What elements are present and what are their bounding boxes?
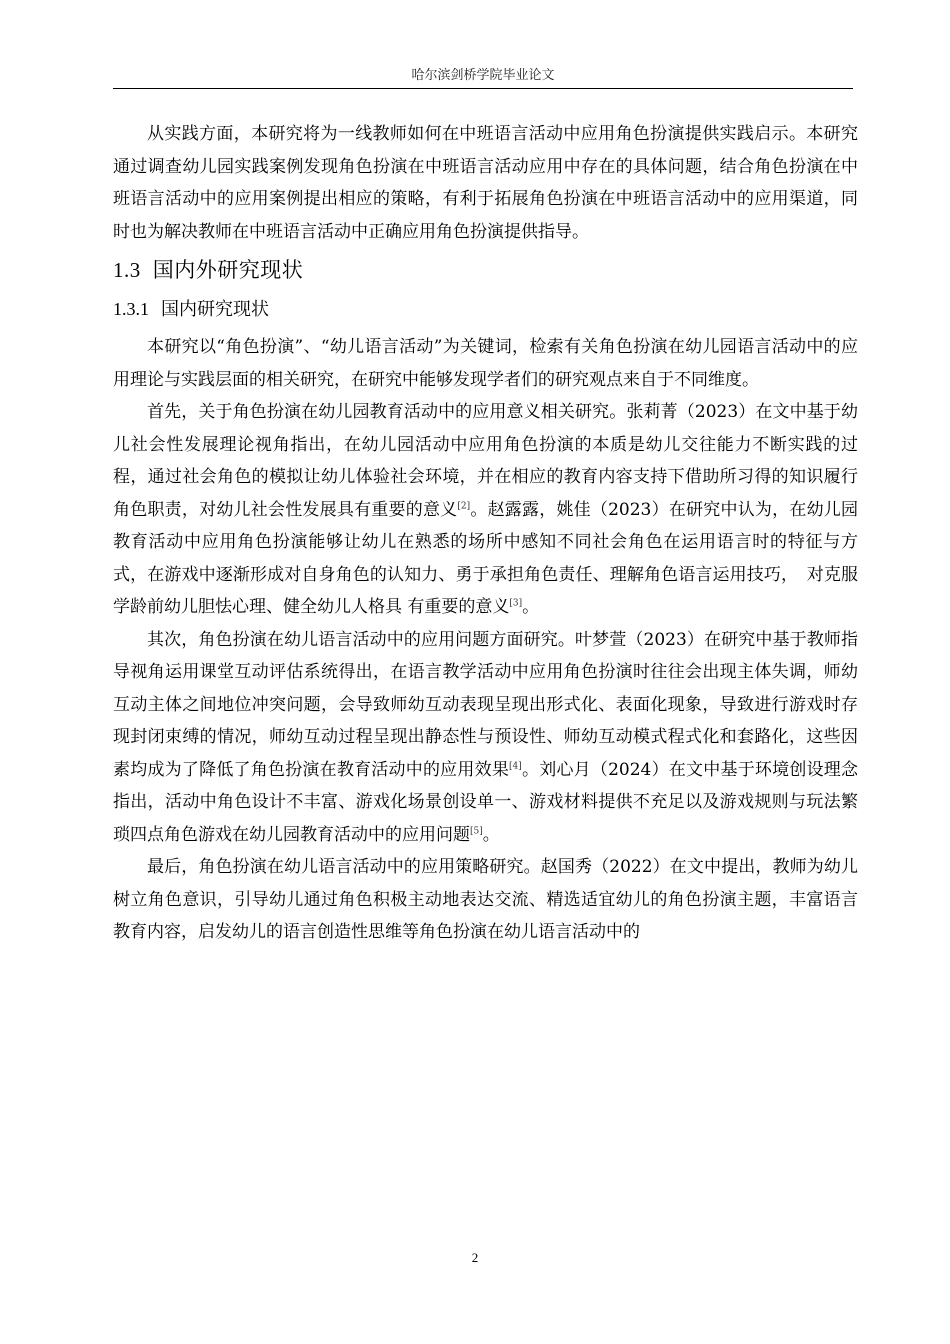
page-number: 2 [471, 1250, 479, 1265]
paragraph-text: 。 [482, 824, 500, 845]
paragraph-text: 本研究以“角色扮演”、“幼儿语言活动”为关键词，检索有关角色扮演在幼儿园语言活动中的应用理论与实践层面的相关研究，在研究中能够发现学者们的研究观点来自于不同维度。 [113, 337, 858, 390]
paragraph-problem-research [113, 624, 858, 852]
section-number: 1.3 [113, 258, 141, 282]
section-heading [113, 250, 858, 290]
paragraph-text: 从实践方面，本研究将为一线教师如何在中班语言活动中应用角色扮演提供实践启示。本研究通过调查幼儿园实践案例发现角色扮演在中班语言活动应用中存在的具体问题，结合角色扮演在中班语言活动中的应用案例提出相应的策略，有利于拓展角色扮演在中班语言活动中的应用渠道，同时也为解决教师在中班语言活动中正确应用角色扮演提供指导。 [113, 124, 858, 242]
subsection-title: 国内研究现状 [161, 299, 269, 320]
paper-body [113, 118, 858, 949]
citation-4: [4] [509, 760, 522, 771]
paragraph-text: 其次，角色扮演在幼儿语言活动中的应用问题方面研究。叶梦萱（2023）在研究中基于教师指导视角运用课堂互动评估系统得出，在语言教学活动中应用角色扮演时往往会出现主体失调，师幼互动主体之间地位冲突问题，会导致师幼互动表现呈现出形式化、表面化现象，导致进行游戏时存现封闭束缚的情况，师幼互动过程呈现出静态性与预设性、师幼互动模式程式化和套路化，这些因素均成为了降低了角色扮演在教育活动中的应用效果 [113, 629, 858, 780]
paragraph-text: 最后，角色扮演在幼儿语言活动中的应用策略研究。赵国秀（2022）在文中提出，教师为幼儿树立角色意识，引导幼儿通过角色积极主动地表达交流、精选适宜幼儿的角色扮演主题，丰富语言教育内容，启发幼儿的语言创造性思维等角色扮演在幼儿语言活动中的 [113, 857, 858, 942]
paragraph-significance-research [113, 396, 858, 624]
paragraph-text: 。 [522, 597, 540, 617]
paragraph-keywords [113, 331, 858, 396]
paragraph-text: 首先，关于角色扮演在幼儿园教育活动中的应用意义相关研究。张莉菁（2023）在文中基于幼儿社会性发展理论视角指出，在幼儿园活动中应用角色扮演的本质是幼儿交往能力不断实践的过程，通过社会角色的模拟让幼儿体验社会环境，并在相应的教育内容支持下借助所习得的知识履行角色职责，对幼儿社会性发展具有重要的意义 [113, 402, 858, 520]
section-title: 国内外研究现状 [152, 258, 304, 282]
header-rule [113, 88, 853, 89]
paragraph-text: 。刘心月（2024）在文中基于环境创设理念指出，活动中角色设计不丰富、游戏化场景创设单一、游戏材料提供不充足以及游戏规则与玩法繁琐四点角色游戏在幼儿园教育活动中的应用问题 [113, 759, 859, 845]
page-header: 哈尔滨剑桥学院毕业论文 [411, 68, 555, 83]
paragraph-strategy-research [113, 851, 858, 949]
citation-3: [3] [509, 598, 523, 609]
paragraph-practical-significance [113, 118, 858, 248]
citation-2: [2] [457, 500, 471, 511]
citation-5: [5] [470, 825, 483, 836]
subsection-heading [113, 292, 858, 327]
subsection-number: 1.3.1 [113, 299, 149, 319]
paragraph-text: 。赵露露，姚佳（2023）在研究中认为，在幼儿园教育活动中应用角色扮演能够让幼儿在熟悉的场所中感知不同社会角色在运用语言时的特征与方式，在游戏中逐渐形成对自身角色的认知力、勇于承担角色责任、理解角色语言运用技巧， 对克服学龄前幼儿胆怯心理、健全幼儿人格具 有重要的意义 [113, 499, 859, 617]
